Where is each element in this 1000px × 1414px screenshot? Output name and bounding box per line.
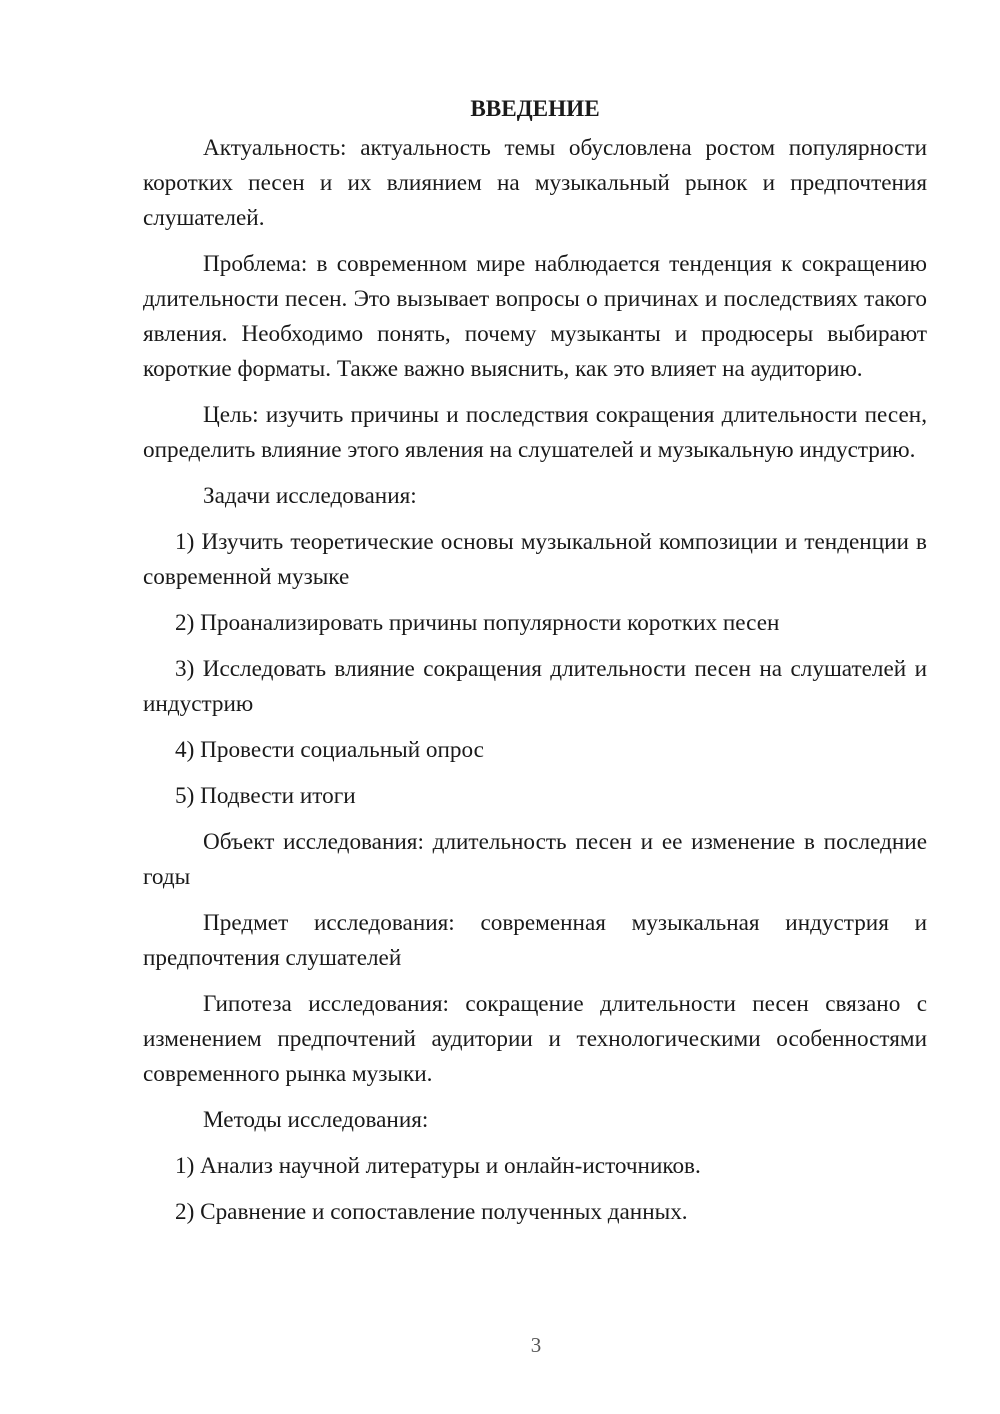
task-item-4: 4) Провести социальный опрос (175, 737, 484, 763)
relevance-paragraph: Актуальность: актуальность темы обусловлена ростом популярности коротких песен и их влиянием на музыкальный рынок и предпочтения слушателей. (143, 135, 927, 231)
task-item-2: 2) Проанализировать причины популярности коротких песен (175, 610, 780, 636)
goal-paragraph: Цель: изучить причины и последствия сокращения длительности песен, определить влияние этого явления на слушателей и музыкальную индустрию. (143, 402, 927, 463)
task-item-1: 1) Изучить теоретические основы музыкальной композиции и тенденции в современной музыке (143, 529, 927, 590)
method-item-1: 1) Анализ научной литературы и онлайн-источников. (175, 1153, 701, 1179)
problem-paragraph: Проблема: в современном мире наблюдается тенденция к сокращению длительности песен. Это вызывает вопросы о причинах и последствиях такого явления. Необходимо понять, почему музыканты и продюсеры выбирают короткие форматы. Также важно выяснить, как это влияет на аудиторию. (143, 251, 927, 382)
method-item-2: 2) Сравнение и сопоставление полученных данных. (175, 1199, 688, 1225)
object-paragraph: Объект исследования: длительность песен и ее изменение в последние годы (143, 829, 927, 890)
task-item-5: 5) Подвести итоги (175, 783, 356, 809)
methods-heading: Методы исследования: (203, 1107, 429, 1133)
page-number: 3 (530, 1333, 542, 1357)
tasks-heading: Задачи исследования: (203, 483, 417, 509)
section-title: ВВЕДЕНИЕ (470, 96, 600, 122)
hypothesis-paragraph: Гипотеза исследования: сокращение длительности песен связано с изменением предпочтений аудитории и технологическими особенностями современного рынка музыки. (143, 991, 927, 1087)
subject-paragraph: Предмет исследования: современная музыкальная индустрия и предпочтения слушателей (143, 910, 927, 971)
document-page (143, 92, 927, 1241)
task-item-3: 3) Исследовать влияние сокращения длительности песен на слушателей и индустрию (143, 656, 927, 717)
